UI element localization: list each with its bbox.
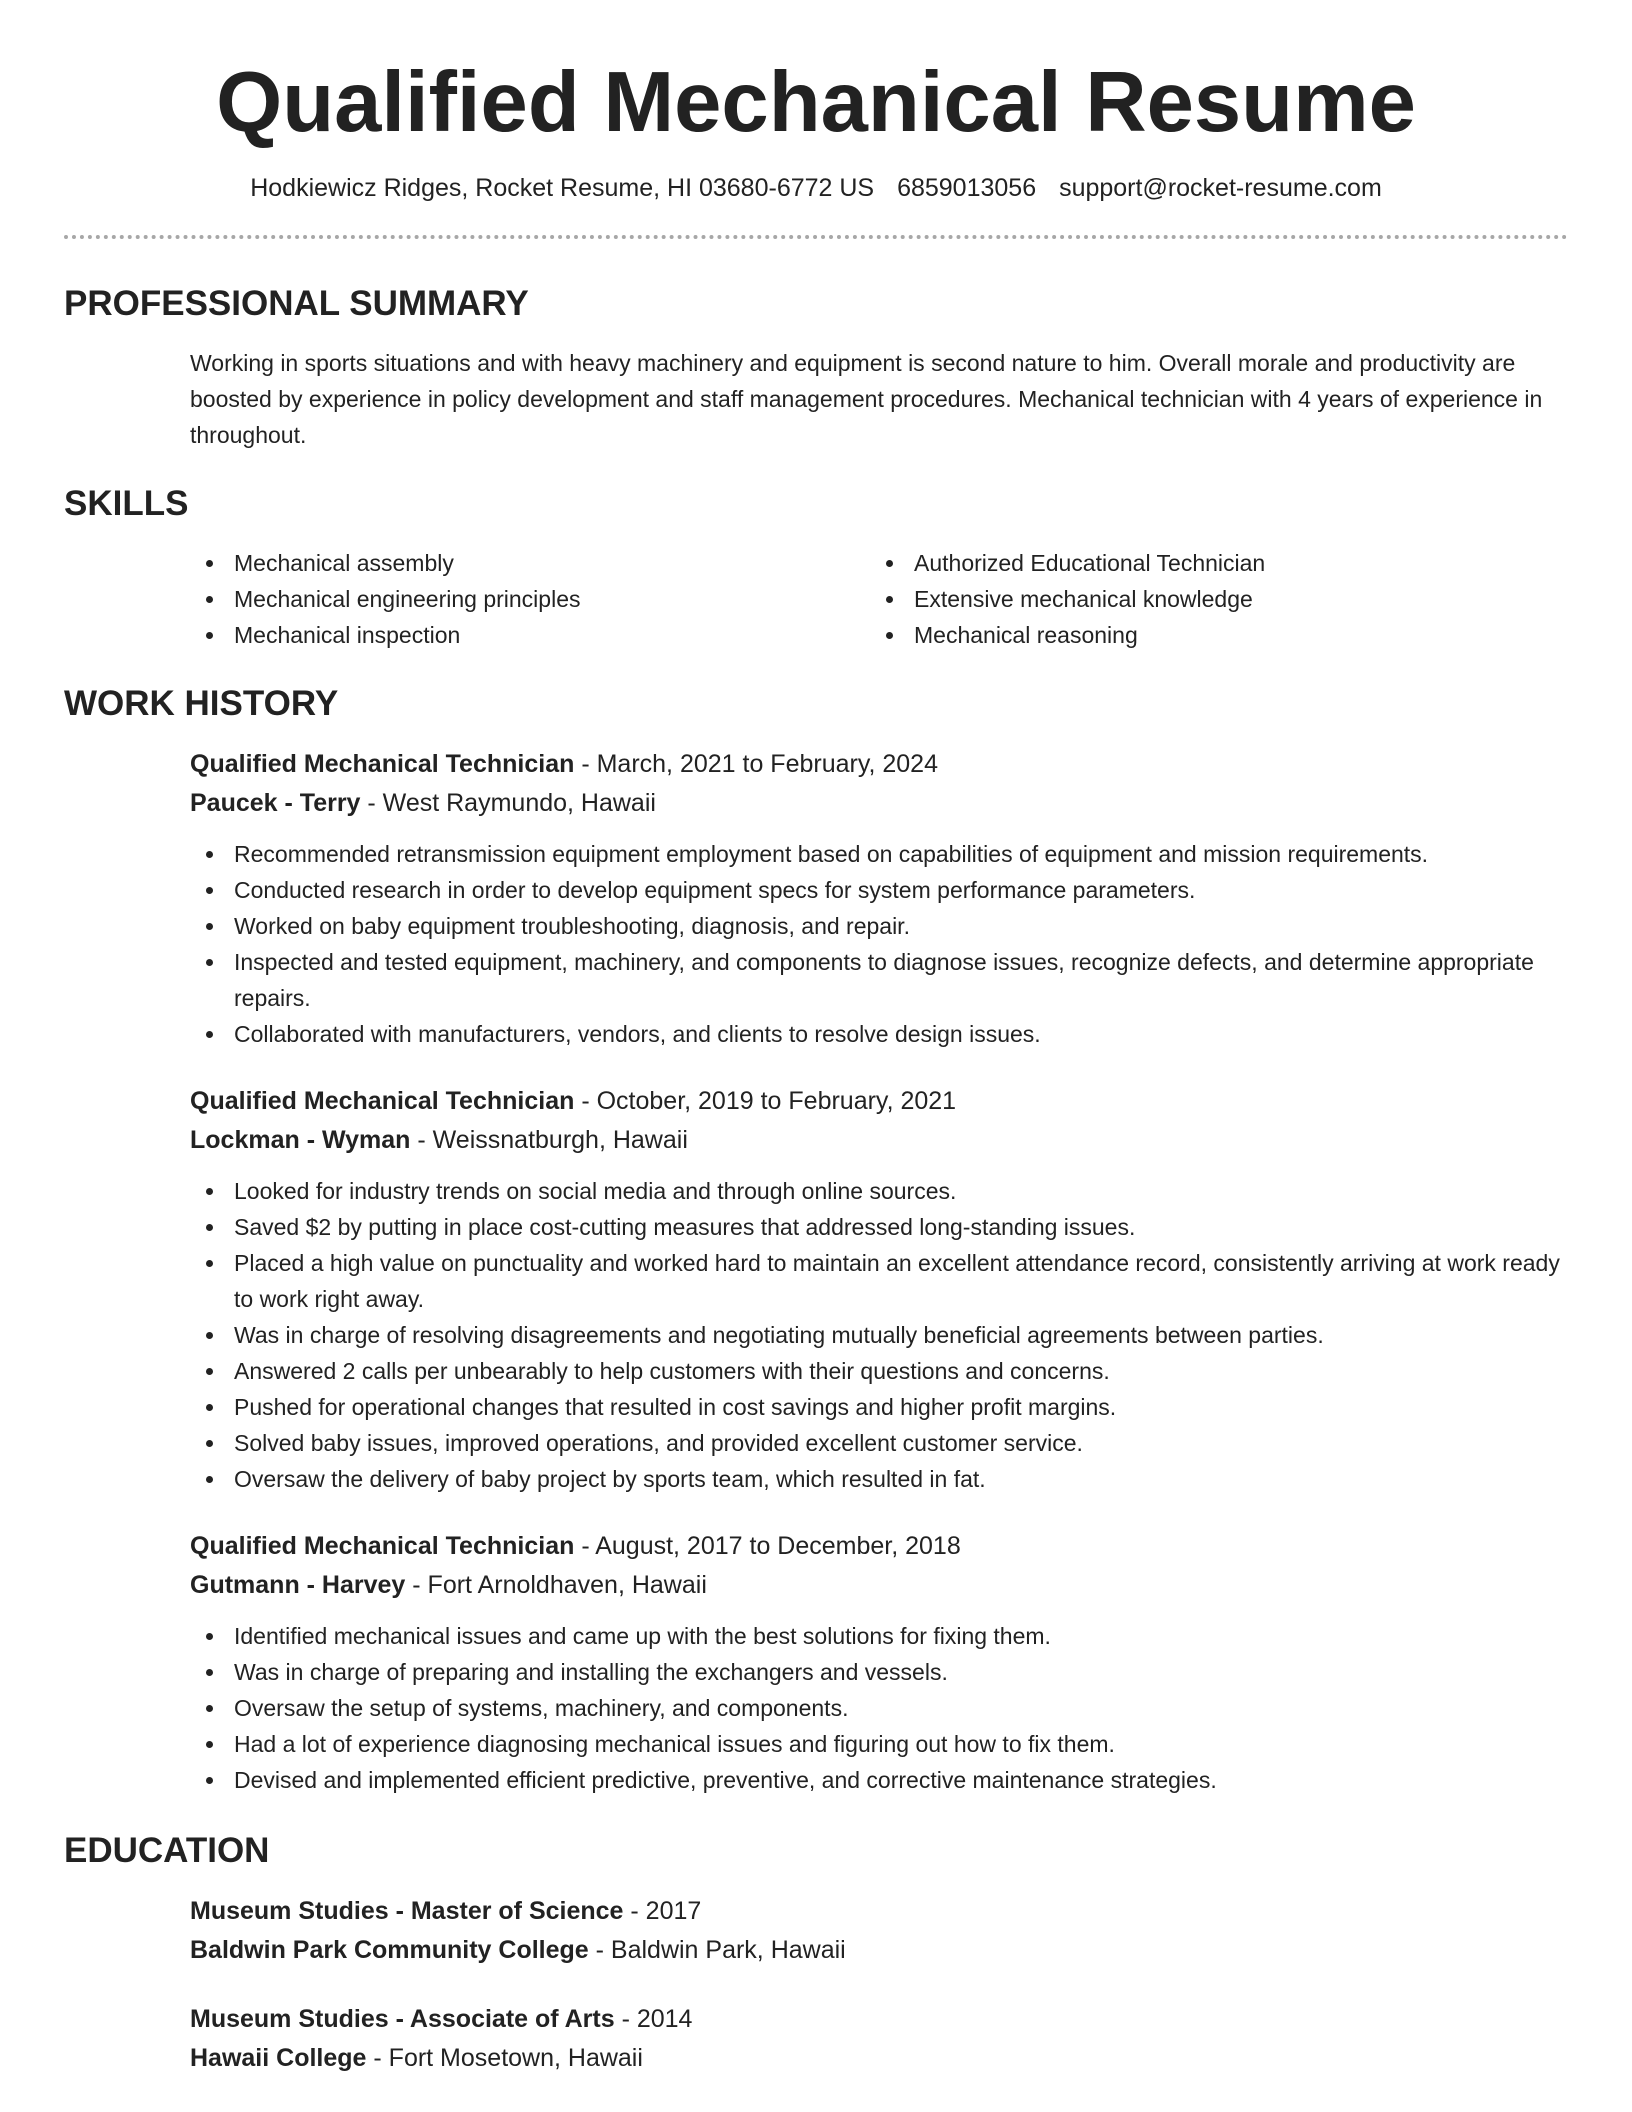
duty-item: Oversaw the delivery of baby project by sports team, which resulted in fat. <box>190 1461 1568 1497</box>
job-title-line <box>190 1527 1568 1566</box>
duty-item: Inspected and tested equipment, machinery, and components to diagnose issues, recognize defects, and determine appropriate repairs. <box>190 944 1568 1016</box>
degree-year: - 2014 <box>614 2005 693 2033</box>
skill-item: Authorized Educational Technician <box>870 545 1550 581</box>
summary-text: Working in sports situations and with heavy machinery and equipment is second nature to him. Overall morale and productivity are boosted by experience in policy development and staff management procedures. Mechanical technician with 4 years of experience in throughout. <box>190 350 1543 448</box>
skills-list <box>190 545 1568 653</box>
duty-item: Devised and implemented efficient predictive, preventive, and corrective maintenance strategies. <box>190 1762 1568 1798</box>
contact-line <box>64 172 1568 204</box>
skill-item: Extensive mechanical knowledge <box>870 581 1550 617</box>
job-title: Qualified Mechanical Technician <box>190 750 575 778</box>
skills-column-left <box>190 545 870 653</box>
duty-item: Recommended retransmission equipment employment based on capabilities of equipment and mission requirements. <box>190 836 1568 872</box>
job-title: Qualified Mechanical Technician <box>190 1532 575 1560</box>
job-dates: - October, 2019 to February, 2021 <box>574 1087 957 1115</box>
work-history-heading: WORK HISTORY <box>64 684 339 723</box>
contact-address: Hodkiewicz Ridges, Rocket Resume, HI 03680-6772 US <box>250 174 875 202</box>
school-line <box>190 2039 1568 2078</box>
education-entry <box>190 1892 1568 1970</box>
school: Baldwin Park Community College <box>190 1936 589 1964</box>
duty-item: Looked for industry trends on social media and through online sources. <box>190 1173 1568 1209</box>
job-duties <box>190 1618 1568 1798</box>
duty-item: Answered 2 calls per unbearably to help customers with their questions and concerns. <box>190 1353 1568 1389</box>
duty-item: Collaborated with manufacturers, vendors, and clients to resolve design issues. <box>190 1016 1568 1052</box>
job-entry <box>190 1082 1568 1497</box>
degree: Museum Studies - Master of Science <box>190 1897 624 1925</box>
skill-item: Mechanical assembly <box>190 545 870 581</box>
job-location: - West Raymundo, Hawaii <box>360 789 656 817</box>
skills-heading: SKILLS <box>64 484 189 523</box>
skill-item: Mechanical inspection <box>190 617 870 653</box>
school-location: - Baldwin Park, Hawaii <box>588 1936 846 1964</box>
job-title-line <box>190 745 1568 784</box>
job-company-line <box>190 1566 1568 1605</box>
header-divider <box>64 235 1568 239</box>
job-location: - Fort Arnoldhaven, Hawaii <box>405 1571 707 1599</box>
summary-heading: PROFESSIONAL SUMMARY <box>64 284 529 323</box>
job-entry <box>190 1527 1568 1798</box>
job-title: Qualified Mechanical Technician <box>190 1087 575 1115</box>
school-location: - Fort Mosetown, Hawaii <box>366 2044 643 2072</box>
skills-column-right <box>870 545 1550 653</box>
duty-item: Saved $2 by putting in place cost-cutting measures that addressed long-standing issues. <box>190 1209 1568 1245</box>
degree-line <box>190 2000 1568 2039</box>
job-company: Gutmann - Harvey <box>190 1571 406 1599</box>
job-company: Paucek - Terry <box>190 789 361 817</box>
duty-item: Placed a high value on punctuality and worked hard to maintain an excellent attendance record, consistently arriving at work ready to work right away. <box>190 1245 1568 1317</box>
job-entry <box>190 745 1568 1052</box>
duty-item: Was in charge of preparing and installing the exchangers and vessels. <box>190 1654 1568 1690</box>
duty-item: Oversaw the setup of systems, machinery, and components. <box>190 1690 1568 1726</box>
job-duties <box>190 1173 1568 1497</box>
school-line <box>190 1931 1568 1970</box>
degree-line <box>190 1892 1568 1931</box>
duty-item: Identified mechanical issues and came up with the best solutions for fixing them. <box>190 1618 1568 1654</box>
duty-item: Worked on baby equipment troubleshooting, diagnosis, and repair. <box>190 908 1568 944</box>
job-duties <box>190 836 1568 1052</box>
duty-item: Solved baby issues, improved operations, and provided excellent customer service. <box>190 1425 1568 1461</box>
job-dates: - August, 2017 to December, 2018 <box>574 1532 961 1560</box>
contact-email: support@rocket-resume.com <box>1059 174 1382 202</box>
job-company-line <box>190 1121 1568 1160</box>
resume-page <box>64 0 1568 2078</box>
skill-item: Mechanical reasoning <box>870 617 1550 653</box>
degree-year: - 2017 <box>623 1897 702 1925</box>
resume-name: Qualified Mechanical Resume <box>216 55 1416 150</box>
job-location: - Weissnatburgh, Hawaii <box>410 1126 688 1154</box>
job-company-line <box>190 784 1568 823</box>
job-dates: - March, 2021 to February, 2024 <box>574 750 938 778</box>
skill-item: Mechanical engineering principles <box>190 581 870 617</box>
degree: Museum Studies - Associate of Arts <box>190 2005 615 2033</box>
education-heading: EDUCATION <box>64 1831 270 1870</box>
contact-phone: 6859013056 <box>897 174 1037 202</box>
school: Hawaii College <box>190 2044 367 2072</box>
job-title-line <box>190 1082 1568 1121</box>
duty-item: Was in charge of resolving disagreements and negotiating mutually beneficial agreements between parties. <box>190 1317 1568 1353</box>
duty-item: Pushed for operational changes that resulted in cost savings and higher profit margins. <box>190 1389 1568 1425</box>
education-entry <box>190 2000 1568 2078</box>
job-company: Lockman - Wyman <box>190 1126 411 1154</box>
duty-item: Had a lot of experience diagnosing mechanical issues and figuring out how to fix them. <box>190 1726 1568 1762</box>
duty-item: Conducted research in order to develop equipment specs for system performance parameters. <box>190 872 1568 908</box>
